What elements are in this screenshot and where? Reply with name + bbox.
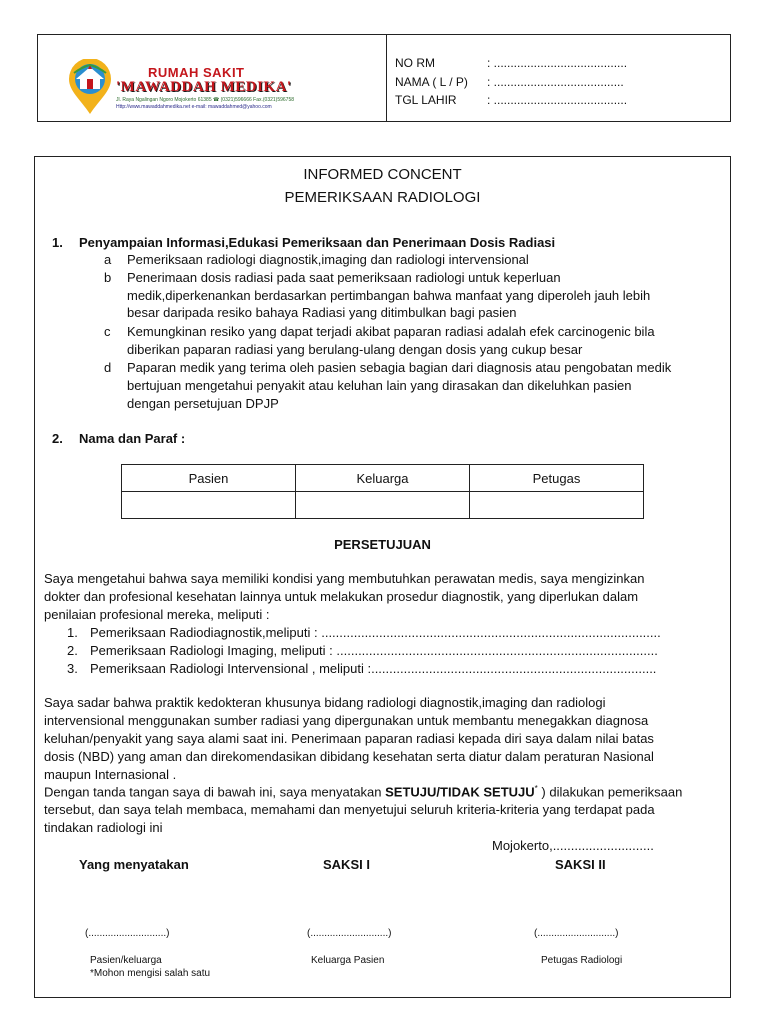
signature-line-witness2[interactable]: (............................) <box>534 928 619 939</box>
field-label: NO RM <box>395 56 435 70</box>
consent-text-end: ) dilakukan pemeriksaan <box>537 784 683 800</box>
item-letter: c <box>104 324 111 339</box>
table-header: Keluarga <box>296 465 470 492</box>
item-b-line: besar daripada resiko bahaya Radiasi yang ditimbulkan bagi pasien <box>127 305 517 320</box>
signer-heading: Yang menyatakan <box>79 857 189 872</box>
header-divider <box>386 35 387 121</box>
table-header-row <box>122 465 644 492</box>
item-letter: b <box>104 270 112 285</box>
paragraph-line: intervensional menggunakan sumber radiasi yang dipergunakan untuk membantu menegakkan diagnosa <box>44 713 649 728</box>
item-a-line: Pemeriksaan radiologi diagnostik,imaging dan radiologi intervensional <box>127 252 529 267</box>
field-label: NAMA ( L / P) <box>395 75 468 89</box>
witness2-heading: SAKSI II <box>555 857 606 872</box>
paragraph-line: Saya mengetahui bahwa saya memiliki kondisi yang membutuhkan perawatan medis, saya mengizinkan <box>44 571 645 586</box>
consent-text: Dengan tanda tangan saya di bawah ini, saya menyatakan <box>44 784 386 800</box>
paragraph-line: keluhan/penyakit yang saya alami saat ini. Penerimaan paparan radiasi kepada diri saya dalam nilai batas <box>44 731 654 746</box>
paragraph-line: maupun Internasional . <box>44 767 177 782</box>
field-value: : ........................................ <box>487 56 628 70</box>
logo-address: Jl. Raya Ngalingan Ngoro Mojokerto 61385 ☎ (0321)596666 Fax.(0321)596758 <box>116 97 295 103</box>
item-d-line: dengan persetujuan DPJP <box>127 396 279 411</box>
section2-number: 2. <box>52 431 63 446</box>
item-d-line: Paparan medik yang terima oleh pasien sebagia bagian dari diagnosis atau pengobatan medik <box>127 360 672 375</box>
field-label: TGL LAHIR <box>395 93 457 107</box>
list-item-3: Pemeriksaan Radiologi Intervensional , meliputi :............................................................................... <box>90 661 657 676</box>
role-signer: Pasien/keluarga <box>90 955 162 966</box>
list-number: 1. <box>67 625 78 640</box>
item-c-line: diberikan paparan radiasi yang berulang-ulang dengan dosis yang cukup besar <box>127 342 583 357</box>
persetujuan-title: PERSETUJUAN <box>334 537 431 552</box>
logo-emblem-icon <box>66 59 114 115</box>
paragraph-line: Saya sadar bahwa praktik kedokteran khusunya bidang radiologi diagnostik,imaging dan radiologi <box>44 695 606 710</box>
list-item-2: Pemeriksaan Radiologi Imaging, meliputi : ......................................................................................... <box>90 643 658 658</box>
list-number: 2. <box>67 643 78 658</box>
field-value: : ........................................ <box>487 93 628 107</box>
consent-choice: SETUJU/TIDAK SETUJU <box>385 784 535 800</box>
item-b-line: Penerimaan dosis radiasi pada saat pemeriksaan radiologi untuk keperluan <box>127 270 561 285</box>
witness1-heading: SAKSI I <box>323 857 370 872</box>
logo-line2: 'MAWADDAH MEDIKA' <box>116 79 292 95</box>
paraf-cell-keluarga[interactable] <box>296 492 470 519</box>
role-witness1: Keluarga Pasien <box>311 955 385 966</box>
hospital-logo <box>66 59 306 109</box>
logo-line1: RUMAH SAKIT <box>148 65 245 80</box>
list-number: 3. <box>67 661 78 676</box>
item-c-line: Kemungkinan resiko yang dapat terjadi akibat paparan radiasi adalah efek carcinogenic bila <box>127 324 655 339</box>
header-box <box>37 34 731 122</box>
doc-title: INFORMED CONCENT <box>303 166 462 183</box>
table-header: Petugas <box>470 465 644 492</box>
field-value: : ....................................... <box>487 75 624 89</box>
place-date[interactable]: Mojokerto,............................ <box>492 838 654 853</box>
item-letter: d <box>104 360 112 375</box>
consent-form <box>34 156 731 998</box>
logo-web: Http://www.mawaddahmedika.net e-mail: mawaddahmed@yahoo.com <box>116 104 272 110</box>
table-row <box>122 492 644 519</box>
section1-title: Penyampaian Informasi,Edukasi Pemeriksaan dan Penerimaan Dosis Radiasi <box>79 235 556 250</box>
paragraph-line: tersebut, dan saya telah membaca, memahami dan menyetujui seluruh kriteria-kriteria yang terdapat pada <box>44 802 655 817</box>
doc-subtitle: PEMERIKSAAN RADIOLOGI <box>284 189 481 206</box>
field-tgl-lahir[interactable] <box>395 93 627 107</box>
consent-asterisk: * <box>534 784 538 793</box>
paragraph-line: dokter dan profesional kesehatan lainnya untuk melakukan prosedur diagnostik, yang diperlukan dalam <box>44 589 639 604</box>
paragraph-line: dosis (NBD) yang aman dan direkomendasikan dibidang kesehatan serta diatur dalam peraturan Nasional <box>44 749 654 764</box>
field-nama[interactable] <box>395 75 624 89</box>
field-no-rm[interactable] <box>395 56 627 70</box>
section2-title: Nama dan Paraf : <box>79 431 186 446</box>
item-b-line: medik,diperkenankan berdasarkan pertimbangan bahwa manfaat yang diperoleh jauh lebih <box>127 288 651 303</box>
paragraph-line: tindakan radiologi ini <box>44 820 163 835</box>
item-d-line: bertujuan mengetahui penyakit atau keluhan lain yang dirasakan dan dikeluhkan pasien <box>127 378 632 393</box>
signature-line-signer[interactable]: (............................) <box>85 928 170 939</box>
table-header: Pasien <box>122 465 296 492</box>
paraf-table <box>121 464 644 519</box>
signature-line-witness1[interactable]: (............................) <box>307 928 392 939</box>
list-item-1: Pemeriksaan Radiodiagnostik,meliputi : .............................................................................................. <box>90 625 661 640</box>
paragraph-line: penilaian profesional mereka, meliputi : <box>44 607 270 622</box>
paraf-cell-pasien[interactable] <box>122 492 296 519</box>
paraf-cell-petugas[interactable] <box>470 492 644 519</box>
fill-note: *Mohon mengisi salah satu <box>90 968 211 979</box>
section1-number: 1. <box>52 235 63 250</box>
role-witness2: Petugas Radiologi <box>541 955 623 966</box>
item-letter: a <box>104 252 112 267</box>
paragraph-line <box>44 784 682 799</box>
